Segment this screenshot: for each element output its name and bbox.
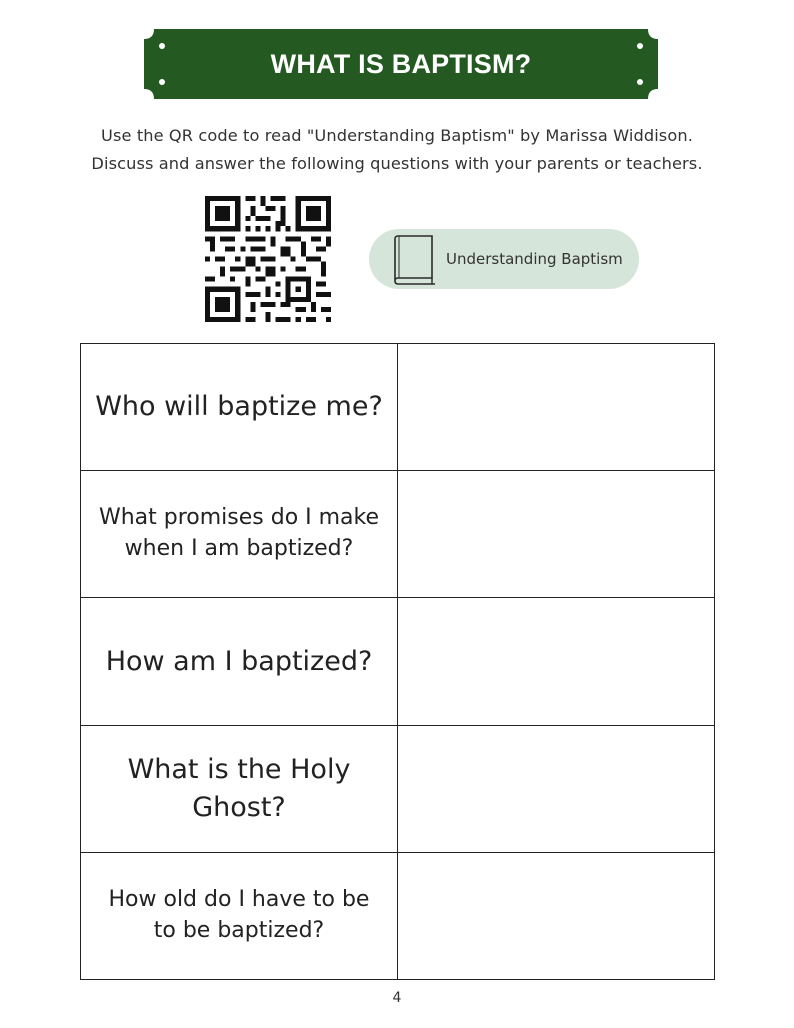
question-cell bbox=[81, 852, 398, 979]
answer-cell[interactable] bbox=[398, 852, 715, 979]
table-row bbox=[81, 598, 715, 725]
page-title: WHAT IS BAPTISM? bbox=[270, 48, 532, 79]
table-row bbox=[81, 725, 715, 852]
question-text: Who will baptize me? bbox=[95, 391, 383, 423]
qr-code[interactable] bbox=[205, 196, 331, 322]
instructions bbox=[40, 122, 754, 178]
book-link[interactable] bbox=[369, 229, 639, 289]
answer-cell[interactable] bbox=[398, 471, 715, 598]
question-text: Ghost? bbox=[192, 791, 286, 823]
table-row bbox=[81, 344, 715, 471]
question-text: What is the Holy bbox=[127, 753, 351, 785]
question-cell bbox=[81, 344, 398, 471]
answer-cell[interactable] bbox=[398, 344, 715, 471]
page-number: 4 bbox=[392, 990, 402, 1006]
instructions-line-2: Discuss and answer the following questions with your parents or teachers. bbox=[91, 154, 703, 173]
instructions-line-1: Use the QR code to read "Understanding Baptism" by Marissa Widdison. bbox=[101, 126, 693, 145]
title-banner bbox=[144, 29, 658, 99]
answer-cell[interactable] bbox=[398, 598, 715, 725]
question-cell bbox=[81, 471, 398, 598]
question-text: to be baptized? bbox=[153, 917, 325, 943]
book-icon bbox=[391, 233, 439, 287]
book-link-label: Understanding Baptism bbox=[446, 250, 623, 268]
answer-cell[interactable] bbox=[398, 725, 715, 852]
table-row bbox=[81, 471, 715, 598]
question-cell bbox=[81, 598, 398, 725]
question-text: How am I baptized? bbox=[105, 645, 373, 677]
question-table bbox=[80, 343, 715, 980]
question-text: when I am baptized? bbox=[124, 536, 354, 562]
table-row bbox=[81, 852, 715, 979]
question-text: What promises do I make bbox=[98, 505, 380, 531]
question-cell bbox=[81, 725, 398, 852]
question-text: How old do I have to be bbox=[108, 887, 370, 913]
